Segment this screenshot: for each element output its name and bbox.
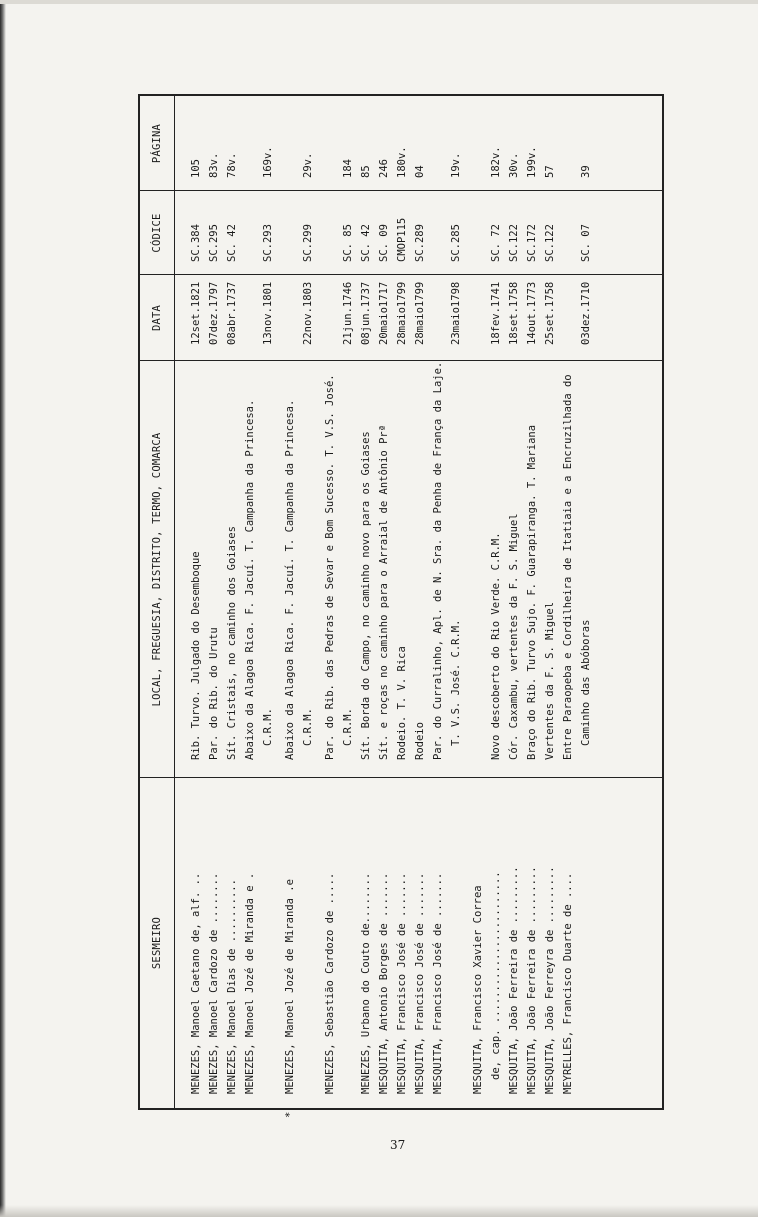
- sesmeiro-cell: MENEZES, Manoel Cardozo de ........: [208, 872, 220, 1094]
- codice-cell: SC.285: [450, 224, 462, 262]
- data-cell: 28maio1799: [396, 281, 408, 345]
- header-codice: CÓDICE: [151, 213, 163, 253]
- local-cell: C.R.M.: [262, 708, 274, 746]
- sesmeiro-cell: MENEZES, Sebastião Cardozo de .....: [324, 872, 336, 1094]
- pagina-cell: 30v.: [508, 152, 520, 178]
- table-row: [206, 96, 222, 1108]
- data-cell: 21jun.1746: [342, 281, 354, 345]
- pagina-cell: 29v.: [302, 152, 314, 178]
- table-row: [488, 96, 504, 1108]
- local-cell: Rib. Turvo. Julgado do Desemboque: [190, 551, 202, 760]
- pagina-cell: 39: [580, 165, 592, 178]
- local-cell: Cór. Caxambu, vertentes da F. S. Miguel: [508, 513, 520, 760]
- local-cell: Sít. Borda do Campo, no caminho novo para os Goiases: [360, 431, 372, 760]
- table-row: [242, 96, 258, 1108]
- local-cell: Vertentes da F. S. Miguel: [544, 601, 556, 760]
- local-cell: Par. do Curralinho, Apl. de N. Sra. da Penha de França da Laje.: [432, 361, 444, 760]
- pagina-cell: 78v.: [226, 152, 238, 178]
- pagina-cell: 184: [342, 159, 354, 178]
- codice-cell: CMOP115: [396, 217, 408, 262]
- table-row: [524, 96, 540, 1108]
- codice-cell: SC.122: [508, 224, 520, 262]
- codice-cell: SC. 42: [226, 224, 238, 262]
- local-cell: Novo descoberto do Rio Verde. C.R.M.: [490, 532, 502, 760]
- data-cell: 18fev.1741: [490, 281, 502, 345]
- sesmeiro-cell: MENEZES, Manoel Jozé de Miranda e .: [244, 872, 256, 1094]
- codice-cell: SC. 07: [580, 224, 592, 262]
- data-cell: 23maio1798: [450, 281, 462, 345]
- sesmeiro-cell: de, cap. ........................: [490, 871, 502, 1080]
- sesmeiro-cell: MESQUITA, Francisco Xavier Correa: [472, 885, 484, 1094]
- data-cell: 20maio1717: [378, 281, 390, 345]
- pagina-cell: 85: [360, 165, 372, 178]
- pagina-cell: 246: [378, 159, 390, 178]
- sesmeiro-cell: MENEZES, Urbano do Couto de........: [360, 872, 372, 1094]
- table-row: [322, 96, 338, 1108]
- data-cell: 08abr.1737: [226, 281, 238, 345]
- codice-cell: SC. 09: [378, 224, 390, 262]
- page-number: 37: [390, 1138, 406, 1152]
- table-header-row: [140, 96, 175, 1108]
- sesmeiro-cell: MESQUITA, Antonio Borges de .......: [378, 872, 390, 1094]
- data-cell: 14out.1773: [526, 281, 538, 345]
- codice-cell: SC.293: [262, 224, 274, 262]
- scan-edge-left: [0, 0, 6, 1217]
- codice-cell: SC. 42: [360, 224, 372, 262]
- local-cell: Entre Paraopeba e Cordilheira de Itatiaia e a Encruzilhada do: [562, 374, 574, 760]
- codice-cell: SC.122: [544, 224, 556, 262]
- data-cell: 25set.1758: [544, 281, 556, 345]
- local-cell: Braço do Rib. Turvo Sujo. F. Guarapiranga. T. Mariana: [526, 424, 538, 760]
- codice-cell: SC.172: [526, 224, 538, 262]
- codice-cell: SC.384: [190, 224, 202, 262]
- local-cell: C.R.M.: [302, 708, 314, 746]
- local-cell: Sít. Cristais, no caminho dos Goiases: [226, 526, 238, 760]
- scan-edge-bottom: [0, 1205, 758, 1217]
- sesmeiro-cell: MESQUITA, João Ferreira de .........: [508, 866, 520, 1094]
- table-row: [358, 96, 374, 1108]
- table-row: [448, 96, 464, 1108]
- table-row: [282, 96, 298, 1118]
- local-cell: Sít. e roças no caminho para o Arraial de Antônio Prª: [378, 424, 390, 760]
- data-cell: 28maio1799: [414, 281, 426, 345]
- pagina-cell: 83v.: [208, 152, 220, 178]
- sesmeiro-cell: MENEZES, Manoel Jozé de Miranda .e: [284, 879, 296, 1094]
- pagina-cell: 180v.: [396, 146, 408, 178]
- data-cell: 22nov.1803: [302, 281, 314, 345]
- local-cell: Rodeio: [414, 722, 426, 760]
- table-row: [412, 96, 428, 1108]
- pagina-cell: 105: [190, 159, 202, 178]
- local-cell: Par. do Rib. das Pedras de Sevar e Bom Sucesso. T. V.S. José.: [324, 374, 336, 760]
- local-cell: Rodeio. T. V. Rica: [396, 646, 408, 760]
- header-data: DATA: [151, 304, 163, 332]
- sesmeiro-cell: MENEZES, Manoel Caetano de, alf. ..: [190, 872, 202, 1094]
- table-row: [224, 96, 240, 1108]
- local-cell: T. V.S. José. C.R.M.: [450, 619, 462, 746]
- table-row: [430, 96, 446, 1108]
- sesmeiro-cell: MEYRELLES, Francisco Duarte de ....: [562, 872, 574, 1094]
- sesmarias-table-frame: [138, 94, 664, 1118]
- codice-cell: SC.295: [208, 224, 220, 262]
- header-sesmeiro: SESMEIRO: [151, 916, 163, 970]
- local-cell: Abaixo da Alagoa Rica. F. Jacuí. T. Campanha da Princesa.: [284, 399, 296, 760]
- sesmeiro-cell: MESQUITA, Francisco José de .......: [396, 872, 408, 1094]
- table-row: [340, 96, 356, 1108]
- scan-edge-top: [0, 0, 758, 4]
- data-cell: 07dez.1797: [208, 281, 220, 345]
- pagina-cell: 57: [544, 165, 556, 178]
- codice-cell: SC. 85: [342, 224, 354, 262]
- row-marker: *: [284, 1111, 296, 1118]
- sesmeiro-cell: MESQUITA, João Ferreyra de .........: [544, 866, 556, 1094]
- header-pagina: PÁGINA: [151, 123, 163, 164]
- table-row: [506, 96, 522, 1108]
- sesmeiro-cell: MENEZES, Manoel Dias de ..........: [226, 879, 238, 1094]
- local-cell: C.R.M.: [342, 708, 354, 746]
- table-row: [188, 96, 204, 1108]
- header-local: LOCAL, FREGUESIA, DISTRITO, TERMO, COMARCA: [151, 432, 163, 707]
- pagina-cell: 169v.: [262, 146, 274, 178]
- codice-cell: SC.289: [414, 224, 426, 262]
- pagina-cell: 04: [414, 165, 426, 178]
- local-cell: Par. do Rib. do Urutu: [208, 627, 220, 760]
- data-cell: 18set.1758: [508, 281, 520, 345]
- sesmeiro-cell: MESQUITA, Francisco José de .......: [414, 872, 426, 1094]
- pagina-cell: 199v.: [526, 146, 538, 178]
- local-cell: Abaixo da Alagoa Rica. F. Jacuí. T. Campanha da Princesa.: [244, 399, 256, 760]
- table-row: [470, 96, 486, 1108]
- table-row: [394, 96, 410, 1108]
- pagina-cell: 19v.: [450, 152, 462, 178]
- table-row: [560, 96, 576, 1108]
- pagina-cell: 182v.: [490, 146, 502, 178]
- table-row: [300, 96, 316, 1108]
- rotated-table: [140, 96, 662, 1118]
- table-row: [542, 96, 558, 1108]
- table-row: [578, 96, 594, 1108]
- sesmeiro-cell: MESQUITA, João Ferreira de .........: [526, 866, 538, 1094]
- data-cell: 13nov.1801: [262, 281, 274, 345]
- table-row: [376, 96, 392, 1108]
- codice-cell: SC.299: [302, 224, 314, 262]
- data-cell: 08jun.1737: [360, 281, 372, 345]
- local-cell: Caminho das Abóboras: [580, 619, 592, 746]
- table-row: [260, 96, 276, 1108]
- codice-cell: SC. 72: [490, 224, 502, 262]
- data-cell: 12set.1821: [190, 281, 202, 345]
- sesmeiro-cell: MESQUITA, Francisco José de .......: [432, 872, 444, 1094]
- data-cell: 03dez.1710: [580, 281, 592, 345]
